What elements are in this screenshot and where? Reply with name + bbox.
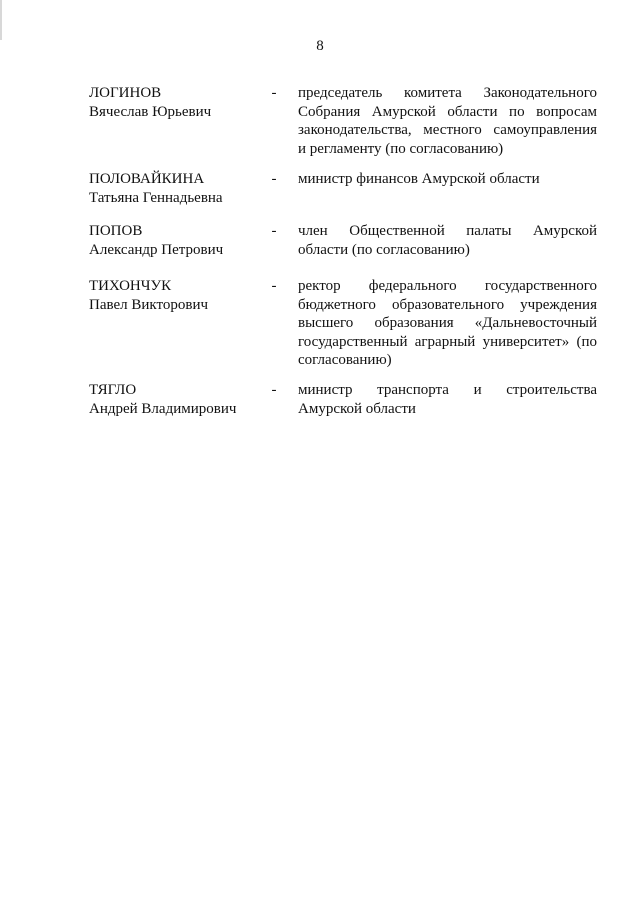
member-surname: ТИХОНЧУК xyxy=(89,278,172,294)
role-line: высшего образования «Дальневосточный xyxy=(298,315,597,331)
member-name xyxy=(89,222,269,259)
separator-dash: - xyxy=(271,171,277,187)
member-given-names: Андрей Владимирович xyxy=(89,400,237,417)
member-given-names: Вячеслав Юрьевич xyxy=(89,103,212,120)
role-line: бюджетного образовательного учреждения xyxy=(298,296,597,313)
member-name xyxy=(89,84,269,121)
member-given-names: Александр Петрович xyxy=(89,241,224,258)
member-name xyxy=(89,277,269,314)
member-surname: ПОЛОВАЙКИНА xyxy=(89,171,205,187)
role-line: Собрания Амурской области по вопросам xyxy=(298,103,597,120)
page-number: 8 xyxy=(316,38,324,54)
role-line: государственный аграрный университет» (по xyxy=(298,333,597,350)
member-given-names: Татьяна Геннадьевна xyxy=(89,189,223,206)
role-line: и регламенту (по согласованию) xyxy=(298,140,504,157)
role-line: согласованию) xyxy=(298,352,392,368)
separator-dash: - xyxy=(271,223,277,239)
member-surname: ПОПОВ xyxy=(89,223,143,239)
separator-dash: - xyxy=(271,382,277,398)
role-line: министр транспорта и строительства xyxy=(298,382,597,398)
role-line: ректор федерального государственного xyxy=(298,278,597,294)
separator-dash: - xyxy=(271,278,277,294)
separator-dash: - xyxy=(271,85,277,101)
member-name xyxy=(89,170,269,207)
member-role xyxy=(298,84,597,158)
role-line: области (по согласованию) xyxy=(298,241,470,258)
role-line: член Общественной палаты Амурской xyxy=(298,223,597,239)
member-name xyxy=(89,381,269,418)
member-role xyxy=(298,277,597,370)
member-role xyxy=(298,222,597,259)
role-line: Амурской области xyxy=(298,400,416,417)
scan-edge xyxy=(0,0,2,905)
role-line: председатель комитета Законодательного xyxy=(298,85,597,101)
member-role xyxy=(298,170,597,189)
role-line: министр финансов Амурской области xyxy=(298,171,540,187)
member-surname: ТЯГЛО xyxy=(89,382,137,398)
member-role xyxy=(298,381,597,418)
member-surname: ЛОГИНОВ xyxy=(89,85,162,101)
role-line: законодательства, местного самоуправления xyxy=(298,122,597,138)
member-given-names: Павел Викторович xyxy=(89,296,209,313)
